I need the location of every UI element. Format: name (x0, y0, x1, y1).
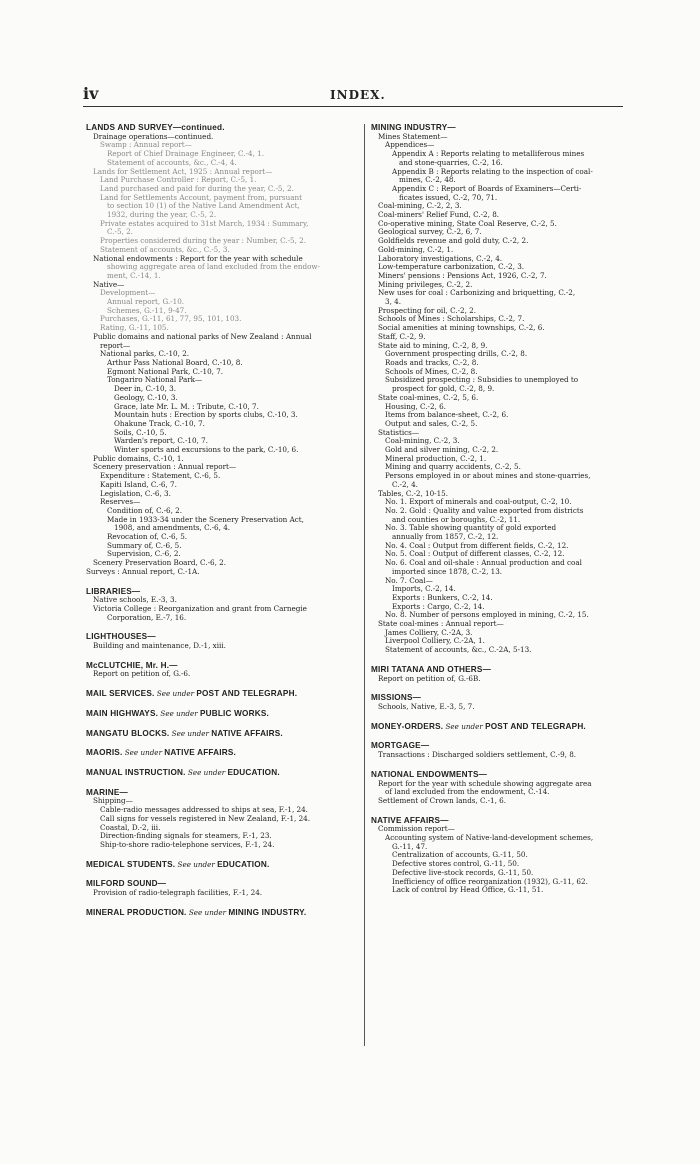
index-entry: Call signs for vessels registered in New Zealand, F.-1, 24. (100, 813, 311, 823)
index-entry: Items from balance-sheet, C.-2, 6. (385, 410, 509, 420)
index-entry: State coal-mines : Annual report— (378, 619, 504, 629)
index-entry: C.-2, 4. (392, 479, 418, 489)
index-entry: Prospecting for oil, C.-2, 2. (378, 305, 477, 315)
index-entry: ment, C.-14, 1. (107, 270, 161, 280)
cross-reference-target: POST AND TELEGRAPH. (196, 689, 298, 699)
index-entry: Commission report— (378, 824, 455, 834)
index-entry: Land Purchase Controller : Report, C.-5, 1. (100, 175, 257, 185)
index-entry: Coal-mining, C.-2, 3. (385, 436, 460, 446)
heading-text: MANUAL INSTRUCTION. (86, 768, 186, 777)
cross-reference-target: MINING INDUSTRY. (228, 907, 307, 917)
index-entry: State coal-mines, C.-2, 5, 6. (378, 392, 479, 402)
index-entry: Appendix C : Report of Boards of Examiners—Certi- (392, 183, 582, 193)
cross-reference (86, 730, 356, 739)
index-entry: Kapiti Island, C.-6, 7. (100, 479, 177, 489)
heading-text: MAIN HIGHWAYS. (86, 708, 159, 718)
heading-text: MORTGAGE— (371, 741, 430, 751)
index-entry: 1932, during the year, C.-5, 2. (107, 210, 217, 220)
index-entry: Supervision, C.-6, 2. (107, 549, 181, 559)
heading-text: MONEY-ORDERS. (371, 721, 444, 731)
index-entry: Transactions : Discharged soldiers settlement, C.-9, 8. (378, 750, 577, 760)
index-entry: Building and maintenance, D.-1, xiii. (93, 641, 226, 651)
index-entry: Made in 1933-34 under the Scenery Preservation Act, (107, 514, 304, 524)
page-title: INDEX. (330, 88, 386, 102)
index-entry: Shipping— (93, 796, 133, 806)
index-entry: annually from 1857, C.-2, 12. (392, 532, 499, 542)
index-entry: Miners' pensions : Pensions Act, 1926, C.-2, 7. (378, 270, 547, 280)
index-entry: Summary of, C.-6, 5. (107, 540, 182, 550)
cross-reference (86, 690, 356, 699)
heading-text: MILFORD SOUND— (86, 879, 167, 889)
index-entry: Legislation, C.-6, 3. (100, 488, 171, 498)
index-entry: Deer in, C.-10, 3. (114, 384, 177, 394)
index-entry: Direction-finding signals for steamers, F.-1, 23. (100, 831, 272, 841)
index-entry: Low-temperature carbonization, C.-2, 3. (378, 262, 525, 272)
index-entry: Reserves— (100, 497, 141, 507)
index-entry: Expenditure : Statement, C.-6, 5. (100, 471, 221, 481)
index-entry: Mines Statement— (378, 131, 448, 141)
index-entry: Report of Chief Drainage Engineer, C.-4, 1. (107, 149, 265, 159)
index-entry: Accounting system of Native-land-development schemes, (385, 833, 594, 843)
index-entry: Defective stores control, G.-11, 50. (392, 859, 520, 869)
index-entry: prospect for gold, C.-2, 8, 9. (392, 384, 495, 394)
index-entry: Soils, C.-10, 5. (114, 427, 167, 437)
index-entry: Statement of accounts, &c., C.-4, 4. (107, 157, 237, 167)
index-entry: Statement of accounts, &c., C.-2A, 5-13. (385, 645, 532, 655)
index-entry: Social amenities at mining townships, C.-2, 6. (378, 323, 545, 333)
index-entry: imported since 1878, C.-2, 13. (392, 566, 503, 576)
index-entry: Winter sports and excursions to the park, C.-10, 6. (114, 445, 299, 455)
index-entry: No. 5. Coal : Output of different classes, C.-2, 12. (385, 549, 565, 559)
cross-reference-target: EDUCATION. (227, 768, 280, 777)
index-entry: Private estates acquired to 31st March, 1934 : Summary, (100, 218, 309, 228)
index-entry: Purchases, G.-11, 61, 77, 95, 101, 103. (100, 314, 242, 324)
index-entry: Scenery preservation : Annual report— (93, 462, 237, 472)
index-entry: National endowments : Report for the year with schedule (93, 253, 303, 263)
cross-reference (86, 909, 356, 918)
heading-text: LIBRARIES— (86, 586, 141, 596)
index-entry: Properties considered during the year : Number, C.-5, 2. (100, 236, 307, 246)
index-entry: C.-5, 2. (107, 227, 133, 237)
heading-text: LIGHTHOUSES— (86, 632, 156, 642)
index-entry: Liverpool Colliery, C.-2A, 1. (385, 636, 485, 646)
index-entry: James Colliery, C.-2A, 3. (385, 627, 473, 637)
index-entry: Persons employed in or about mines and stone-quarries, (385, 471, 591, 481)
index-entry: National parks, C.-10, 2. (100, 349, 190, 359)
header-rule (83, 106, 623, 107)
index-entry: No. 7. Coal— (385, 575, 433, 585)
index-entry: Co-operative mining, State Coal Reserve, C.-2, 5. (378, 218, 557, 228)
heading-text: MINING INDUSTRY— (371, 123, 456, 132)
see-under-text: See under (188, 907, 227, 917)
index-entry: Provision of radio-telegraph facilities, F.-1, 24. (93, 888, 263, 898)
index-entry: Geology, C.-10, 3. (114, 392, 178, 402)
index-entry: Settlement of Crown lands, C.-1, 6. (378, 795, 507, 805)
index-entry: Centralization of accounts, G.-11, 50. (392, 850, 528, 860)
index-entry: Subsidized prospecting : Subsidies to unemployed to (385, 375, 579, 385)
index-entry: Victoria College : Reorganization and grant from Carnegie (93, 603, 307, 613)
index-entry: Condition of, C.-6, 2. (107, 505, 183, 515)
index-entry: Appendices— (385, 140, 435, 150)
index-entry: Appendix B : Reports relating to the inspection of coal- (392, 166, 593, 176)
index-entry: Schools of Mines : Scholarships, C.-2, 7. (378, 314, 525, 324)
index-entry: Corporation, E.-7, 16. (107, 612, 187, 622)
index-entry: Ship-to-shore radio-telephone services, F.-1, 24. (100, 839, 275, 849)
index-entry: Land purchased and paid for during the year, C.-5, 2. (100, 183, 294, 193)
see-under-text: See under (177, 859, 215, 869)
index-entry: Rating, G.-11, 105. (100, 323, 169, 333)
heading-text: MARINE— (86, 787, 128, 797)
index-entry: Report for the year with schedule showing aggregate area (378, 778, 592, 788)
index-entry: Exports : Bunkers, C.-2, 14. (392, 592, 493, 602)
index-entry: Statistics— (378, 427, 420, 437)
index-entry: Tables, C.-2, 10-15. (378, 488, 449, 498)
heading-text: MAIL SERVICES. (86, 689, 155, 699)
index-entry: Imports, C.-2, 14. (392, 584, 456, 594)
index-entry: Native— (93, 279, 125, 289)
see-under-text: See under (156, 689, 195, 699)
index-entry: Arthur Pass National Board, C.-10, 8. (107, 357, 243, 367)
heading-text: MIRI TATANA AND OTHERS— (371, 664, 491, 674)
see-under-text: See under (171, 728, 209, 738)
cross-reference-target: EDUCATION. (217, 859, 270, 869)
index-entry: Schools, Native, E.-3, 5, 7. (378, 702, 475, 711)
index-entry: Coal-mining, C.-2, 2, 3. (378, 201, 462, 211)
index-entry: Defective live-stock records, G.-11, 50. (392, 867, 534, 877)
index-entry: Report on petition of, G.-6. (93, 669, 191, 679)
index-entry: Mining privileges, C.-2, 2. (378, 279, 473, 289)
cross-reference (371, 723, 629, 732)
index-entry: Schemes, G.-11, 9-47. (107, 305, 187, 315)
index-entry: Egmont National Park, C.-10, 7. (107, 366, 224, 376)
index-entry: Exports : Cargo, C.-2, 14. (392, 601, 485, 611)
index-entry: report— (100, 340, 131, 350)
index-entry: Warden's report, C.-10, 7. (114, 436, 208, 446)
index-entry: Mining and quarry accidents, C.-2, 5. (385, 462, 521, 472)
heading-text: MISSIONS— (371, 693, 422, 703)
index-entry: Goldfields revenue and gold duty, C.-2, 2. (378, 236, 529, 246)
cross-reference-target: NATIVE AFFAIRS. (211, 728, 283, 738)
index-entry: Coastal, D.-2, iii. (100, 822, 161, 832)
cross-reference-target: NATIVE AFFAIRS. (164, 748, 236, 758)
index-entry: Public domains and national parks of New Zealand : Annual (93, 331, 312, 341)
index-entry: ficates issued, C.-2, 70, 71. (399, 192, 498, 202)
index-entry: Public domains, C.-10, 1. (93, 453, 184, 463)
index-entry: New uses for coal : Carbonizing and briquetting, C.-2, (378, 288, 576, 298)
index-entry: Development— (100, 288, 156, 298)
index-entry: Laboratory investigations, C.-2, 4. (378, 253, 503, 263)
heading-text: MAORIS. (86, 748, 123, 758)
cross-reference (86, 861, 356, 870)
index-column-left (86, 124, 356, 917)
column-divider (364, 124, 365, 1046)
index-entry: Ohakune Track, C.-10, 7. (114, 418, 205, 428)
index-entry: Appendix A : Reports relating to metalliferous mines (392, 149, 585, 159)
see-under-text: See under (187, 768, 226, 777)
index-entry: Swamp : Annual report— (100, 140, 192, 150)
index-entry: G.-11, 47. (392, 841, 428, 851)
index-entry: mines, C.-2, 48. (399, 175, 456, 185)
index-entry: No. 3. Table showing quantity of gold exported (385, 523, 557, 533)
index-entry: Schools of Mines, C.-2, 8. (385, 366, 478, 376)
index-entry: Lands for Settlement Act, 1925 : Annual report— (93, 166, 273, 176)
see-under-text: See under (160, 708, 198, 718)
index-entry: No. 1. Export of minerals and coal-output, C.-2, 10. (385, 497, 572, 507)
heading-text: NATIVE AFFAIRS— (371, 815, 449, 825)
heading-text: NATIONAL ENDOWMENTS— (371, 769, 488, 779)
index-entry: Mineral production, C.-2, 1. (385, 453, 487, 463)
index-entry: Inefficiency of office reorganization (1932), G.-11, 62. (392, 876, 588, 886)
index-entry: Lack of control by Head Office, G.-11, 51. (392, 885, 544, 895)
index-entry: and counties or boroughs, C.-2, 11. (392, 514, 521, 524)
index-entry: No. 2. Gold : Quality and value exported from districts (385, 505, 584, 515)
index-entry: to section 10 (1) of the Native Land Amendment Act, (107, 201, 300, 211)
index-entry: Cable-radio messages addressed to ships at sea, F.-1, 24. (100, 805, 308, 815)
see-under-text: See under (124, 748, 162, 758)
index-column-right (371, 124, 629, 895)
cross-reference-target: PUBLIC WORKS. (199, 708, 269, 718)
index-entry: 1908, and amendments, C.-6, 4. (114, 523, 231, 533)
index-entry: No. 4. Coal : Output from different fields, C.-2, 12. (385, 540, 569, 550)
index-entry: Annual report, G.-10. (107, 297, 185, 307)
index-entry: Staff, C.-2, 9. (378, 331, 426, 341)
cross-reference (86, 769, 356, 778)
index-entry: Scenery Preservation Board, C.-6, 2. (93, 558, 226, 568)
index-entry: Housing, C.-2, 6. (385, 401, 446, 411)
index-entry: Land for Settlements Account, payment from, pursuant (100, 192, 303, 202)
index-entry: showing aggregate area of land excluded from the endow- (107, 262, 320, 272)
index-entry: Coal-miners' Relief Fund, C.-2, 8. (378, 210, 500, 220)
index-entry: Drainage operations—continued. (93, 131, 214, 141)
index-entry: 3, 4. (385, 297, 401, 307)
index-entry: Report on petition of, G.-6B. (378, 673, 481, 683)
index-entry: Gold and silver mining, C.-2, 2. (385, 445, 499, 455)
see-under-text: See under (445, 721, 483, 731)
index-entry: Statement of accounts, &c., C.-5, 3. (100, 244, 230, 254)
index-entry: Gold-mining, C.-2, 1. (378, 244, 454, 254)
cross-reference-target: POST AND TELEGRAPH. (485, 721, 586, 731)
index-entry: Output and sales, C.-2, 5. (385, 418, 478, 428)
cross-reference (86, 710, 356, 719)
index-entry: Tongariro National Park— (107, 375, 203, 385)
index-entry: Government prospecting drills, C.-2, 8. (385, 349, 528, 359)
heading-text: MEDICAL STUDENTS. (86, 859, 176, 869)
index-entry: No. 6. Coal and oil-shale : Annual production and coal (385, 558, 582, 568)
heading-text: McCLUTCHIE, Mr. H.— (86, 660, 178, 670)
page-number: iv (83, 84, 99, 103)
index-entry: of land excluded from the endowment, C.-14. (385, 787, 550, 797)
index-entry: and stone-quarries, C.-2, 16. (399, 157, 503, 167)
heading-text: MINERAL PRODUCTION. (86, 907, 187, 917)
index-entry: Surveys : Annual report, C.-1A. (86, 566, 200, 576)
heading-text: MANGATU BLOCKS. (86, 728, 170, 738)
heading-text: LANDS AND SURVEY—continued. (86, 123, 225, 132)
index-entry: No. 8. Number of persons employed in mining, C.-2, 15. (385, 610, 589, 620)
index-entry: Roads and tracks, C.-2, 8. (385, 357, 479, 367)
index-entry: Revocation of, C.-6, 5. (107, 532, 188, 542)
index-entry: Geological survey, C.-2, 6, 7. (378, 227, 482, 237)
cross-reference (86, 749, 356, 758)
index-entry: Native schools, E.-3, 3. (93, 595, 177, 605)
index-entry: State aid to mining, C.-2, 8, 9. (378, 340, 488, 350)
index-entry: Grace, late Mr. L. M. : Tribute, C.-10, 7. (114, 401, 259, 411)
index-entry: Mountain huts : Erection by sports clubs, C.-10, 3. (114, 410, 298, 420)
